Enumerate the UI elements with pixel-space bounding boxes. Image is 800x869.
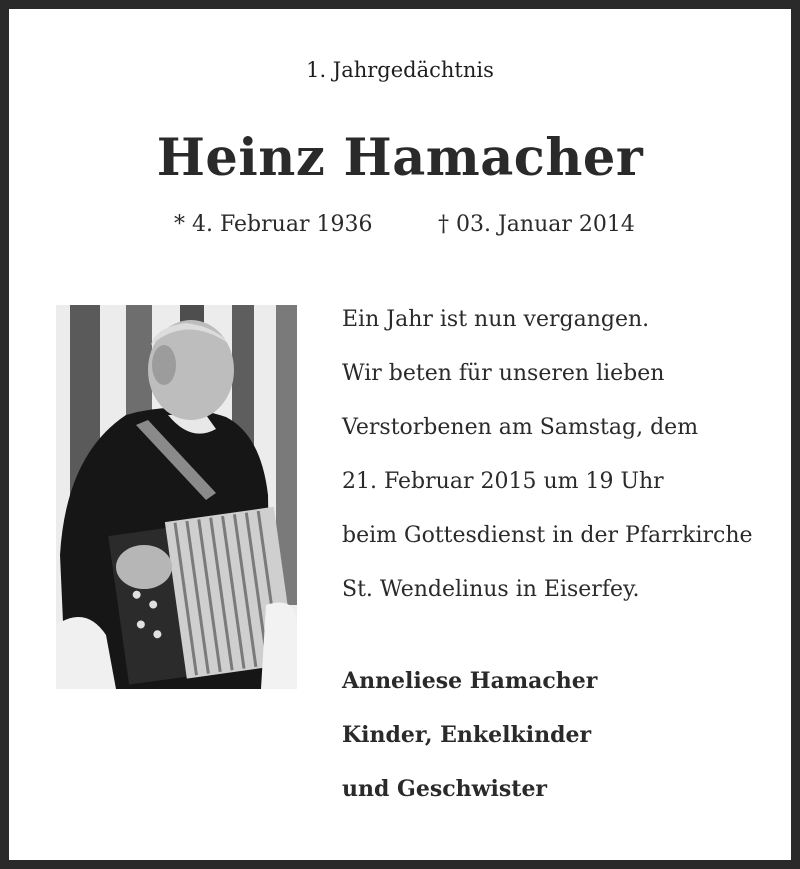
signature-line-2: Kinder, Enkelkinder [342,722,592,748]
deceased-name: Heinz Hamacher [156,128,644,188]
message-line-3: Verstorbenen am Samstag, dem [342,415,699,440]
signature-line-3: und Geschwister [342,776,548,802]
anniversary-heading: 1. Jahrgedächtnis [306,58,494,82]
message-line-4: 21. Februar 2015 um 19 Uhr [342,469,664,494]
birth-date: * 4. Februar 1936 [174,212,373,237]
message-line-1: Ein Jahr ist nun vergangen. [342,307,650,332]
portrait-illustration [56,305,297,689]
portrait-photo [56,305,297,689]
death-date: † 03. Januar 2014 [438,212,635,237]
message-line-2: Wir beten für unseren lieben [342,361,665,386]
message-line-6: St. Wendelinus in Eiserfey. [342,577,640,602]
message-line-5: beim Gottesdienst in der Pfarrkirche [342,523,753,548]
signature-line-1: Anneliese Hamacher [342,668,598,694]
